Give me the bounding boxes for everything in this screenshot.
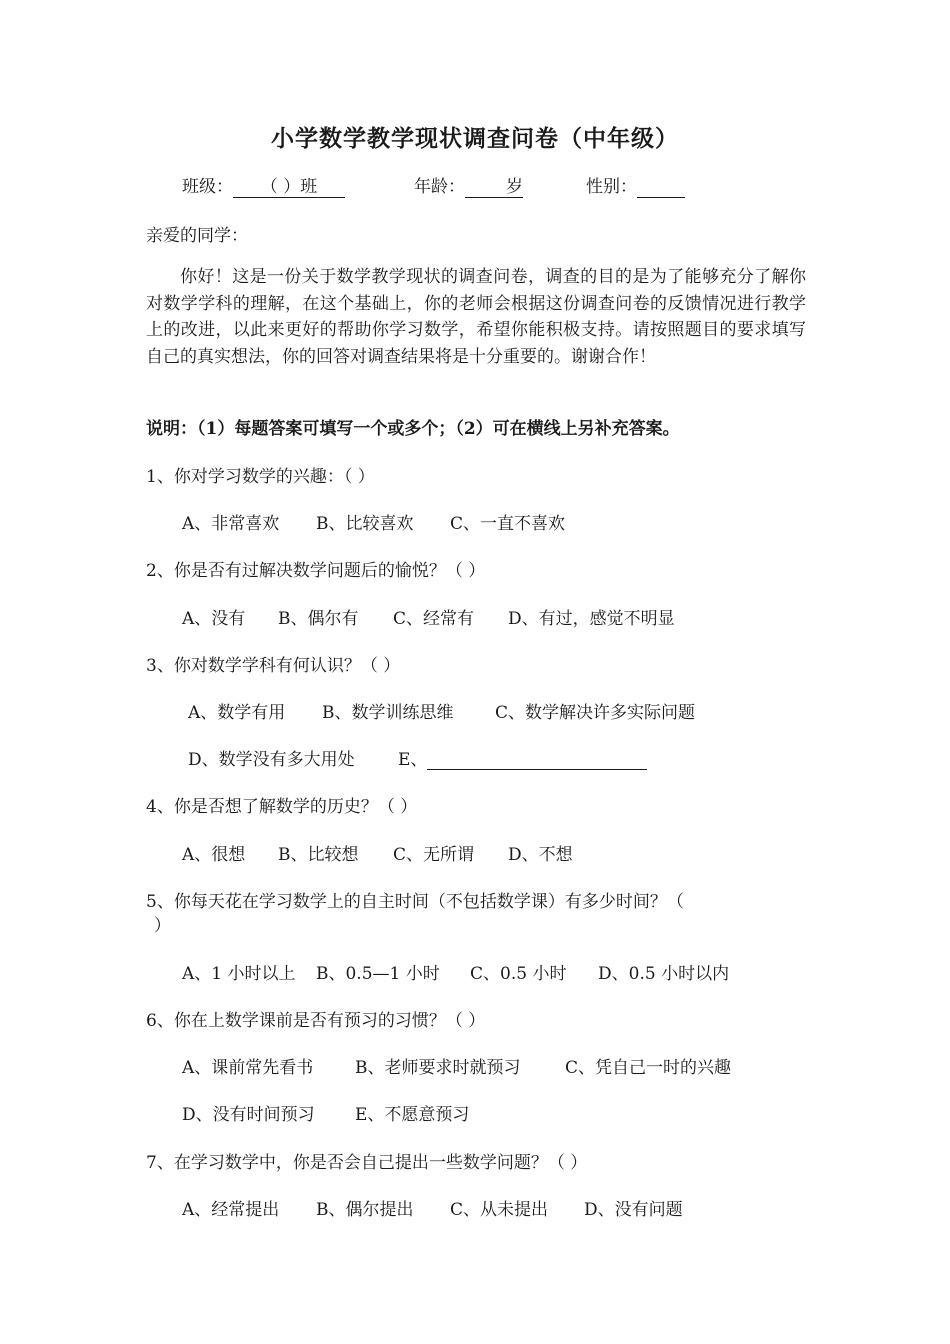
q5-option-a[interactable]: A、1 小时以上 [182,964,296,984]
q3-option-c[interactable]: C、数学解决许多实际问题 [495,703,696,723]
question-5-cont: ） [154,916,171,936]
q6-option-c[interactable]: C、凭自己一时的兴趣 [565,1058,732,1078]
age-label: 年龄： [414,177,465,197]
q4-option-b[interactable]: B、比较想 [278,845,359,865]
instruction: 说明：（1）每题答案可填写一个或多个；（2）可在横线上另补充答案。 [146,419,680,439]
age-blank[interactable]: 岁 [465,177,523,198]
q6-option-e[interactable]: E、不愿意预习 [355,1105,470,1125]
page-title: 小学数学教学现状调查问卷（中年级） [271,125,679,152]
q7-option-c[interactable]: C、从未提出 [450,1200,549,1220]
q4-option-a[interactable]: A、很想 [182,845,246,865]
question-2-options [182,604,675,629]
question-1: 1、你对学习数学的兴趣：（ ） [146,467,375,487]
question-5-options [182,959,729,984]
gender-blank[interactable] [637,177,685,198]
question-6-options-row1 [182,1053,731,1078]
q3-option-d[interactable]: D、数学没有多大用处 [188,750,355,770]
question-3-options-row2 [188,745,647,770]
age-field [414,172,523,198]
q4-option-c[interactable]: C、无所谓 [393,845,475,865]
question-6-options-row2 [182,1100,469,1125]
q7-option-b[interactable]: B、偶尔提出 [316,1200,414,1220]
q1-option-a[interactable]: A、非常喜欢 [182,514,280,534]
q5-option-b[interactable]: B、0.5—1 小时 [316,964,440,984]
q2-option-a[interactable]: A、没有 [182,609,246,629]
q2-option-d[interactable]: D、有过，感觉不明显 [508,609,675,629]
gender-field [586,172,685,198]
intro-paragraph: 你好！这是一份关于数学教学现状的调查问卷，调查的目的是为了能够充分了解你对数学学科的理解，在这个基础上，你的老师会根据这份调查问卷的反馈情况进行教学上的改进，以此来更好的帮助你学习数学，希望你能积极支持。请按照题目的要求填写自己的真实想法，你的回答对调查结果将是十分重要的。谢谢合作！ [146,267,806,367]
q7-option-d[interactable]: D、没有问题 [584,1200,683,1220]
q4-option-d[interactable]: D、不想 [508,845,573,865]
q3-other-blank[interactable] [427,751,647,770]
q3-option-b[interactable]: B、数学训练思维 [322,703,454,723]
q5-option-c[interactable]: C、0.5 小时 [470,964,567,984]
q2-option-b[interactable]: B、偶尔有 [278,609,359,629]
q2-option-c[interactable]: C、经常有 [393,609,475,629]
greeting: 亲爱的同学： [146,226,248,246]
question-4-options [182,840,573,865]
question-3: 3、你对数学学科有何认识？（ ） [146,656,401,676]
class-blank[interactable]: （ ）班 [233,177,345,198]
question-3-options-row1 [188,698,695,723]
question-4: 4、你是否想了解数学的历史？（ ） [146,797,418,817]
q3-option-a[interactable]: A、数学有用 [188,703,286,723]
q1-option-c[interactable]: C、一直不喜欢 [450,514,566,534]
question-2: 2、你是否有过解决数学问题后的愉悦？（ ） [146,561,486,581]
gender-label: 性别： [586,177,637,197]
q7-option-a[interactable]: A、经常提出 [182,1200,280,1220]
question-6: 6、你在上数学课前是否有预习的习惯？（ ） [146,1011,486,1031]
q6-option-d[interactable]: D、没有时间预习 [182,1105,315,1125]
question-5: 5、你每天花在学习数学上的自主时间（不包括数学课）有多少时间？（ [146,892,684,912]
class-field [182,172,345,198]
q3-option-e[interactable]: E、 [398,750,428,770]
question-7: 7、在学习数学中，你是否会自己提出一些数学问题？（ ） [146,1153,588,1173]
question-1-options [182,509,565,534]
q5-option-d[interactable]: D、0.5 小时以内 [598,964,730,984]
class-label: 班级： [182,177,233,197]
question-7-options [182,1195,683,1220]
q1-option-b[interactable]: B、比较喜欢 [316,514,414,534]
q6-option-b[interactable]: B、老师要求时就预习 [355,1058,521,1078]
q6-option-a[interactable]: A、课前常先看书 [182,1058,314,1078]
